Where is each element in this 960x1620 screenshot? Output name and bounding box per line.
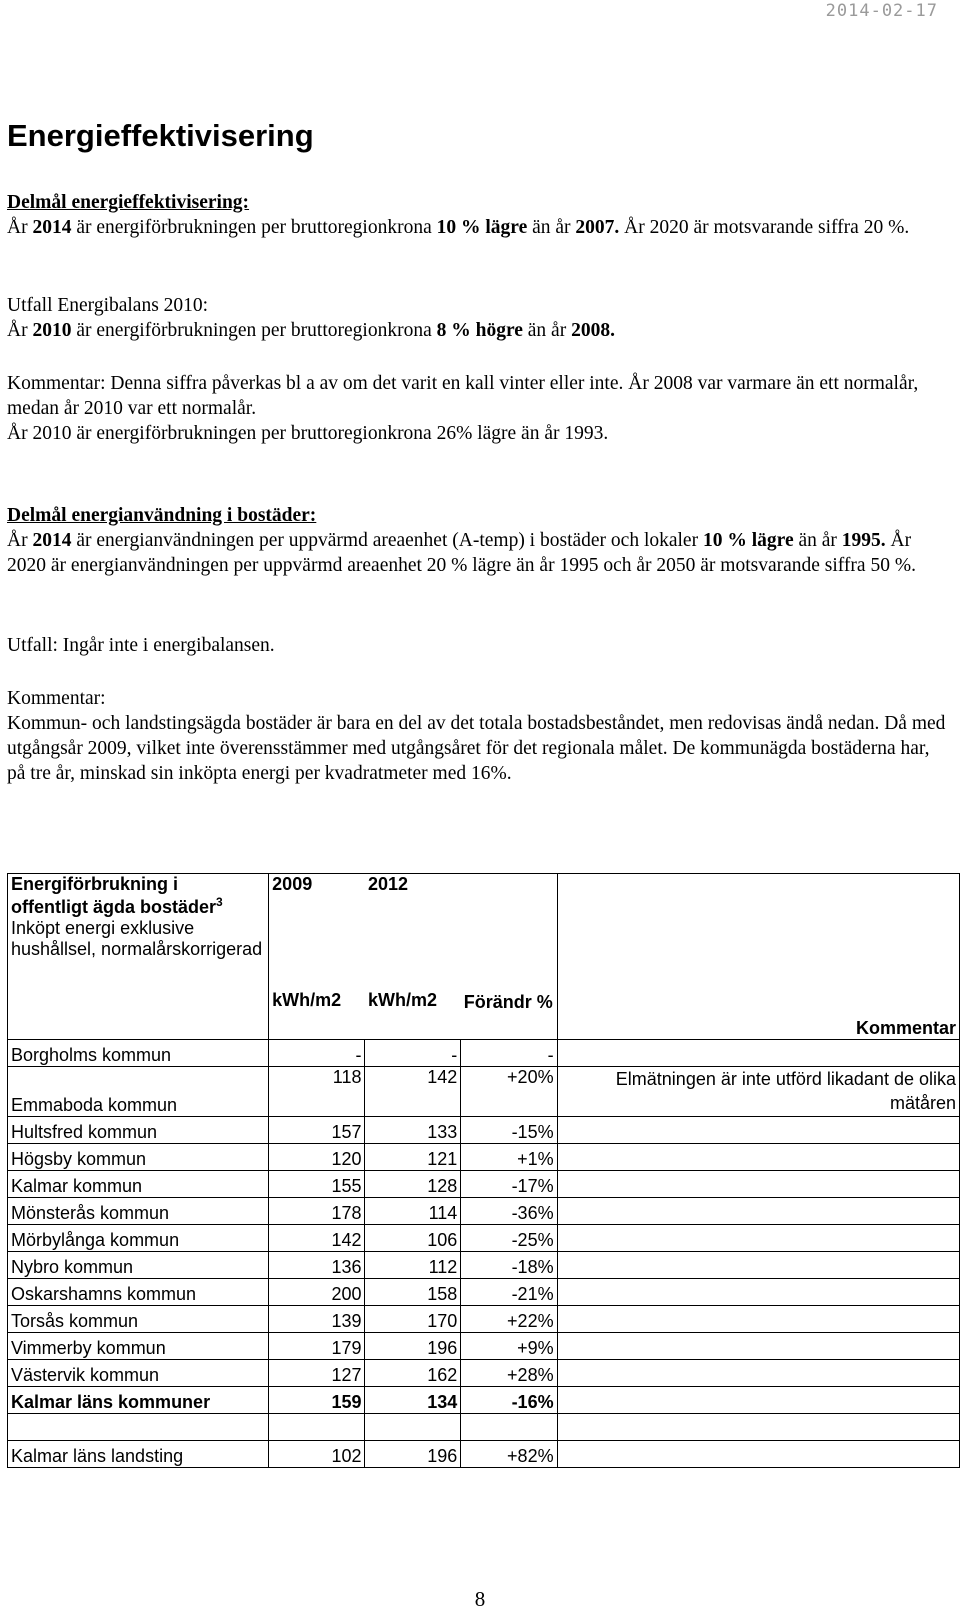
- table-row: [8, 1252, 960, 1279]
- row-2009: 142: [269, 1225, 365, 1252]
- comment-block-1: [7, 371, 952, 446]
- unit-change: Förändr %: [461, 990, 557, 1040]
- row-comment: [557, 1306, 959, 1333]
- row-comment: [557, 1279, 959, 1306]
- row-comment: [557, 1144, 959, 1171]
- table-row-landsting: [8, 1441, 960, 1468]
- table-row: [8, 1333, 960, 1360]
- comment-text-2: År 2010 är energiförbrukningen per bruttoregionkrona 26% lägre än år 1993.: [7, 423, 609, 444]
- page-number: 8: [474, 1587, 486, 1611]
- row-name: Emmaboda kommun: [8, 1067, 269, 1117]
- row-change: -: [461, 1040, 557, 1067]
- row-change: -36%: [461, 1198, 557, 1225]
- row-2012: 114: [365, 1198, 461, 1225]
- row-comment: [557, 1360, 959, 1387]
- row-2012: 170: [365, 1306, 461, 1333]
- row-change: -18%: [461, 1252, 557, 1279]
- row-name: Nybro kommun: [8, 1252, 269, 1279]
- unit-2009: kWh/m2: [269, 990, 365, 1040]
- table-row: [8, 1144, 960, 1171]
- row-2012: 142: [365, 1067, 461, 1117]
- table-row-spacer: [8, 1414, 960, 1441]
- row-name: Borgholms kommun: [8, 1040, 269, 1067]
- row-comment: [557, 1198, 959, 1225]
- row-comment: [557, 1117, 959, 1144]
- row-change: +28%: [461, 1360, 557, 1387]
- row-2009: 139: [269, 1306, 365, 1333]
- row-change: -17%: [461, 1171, 557, 1198]
- row-comment: [557, 1333, 959, 1360]
- row-name: Kalmar läns kommuner: [8, 1387, 269, 1414]
- row-change: -16%: [461, 1387, 557, 1414]
- table-row: [8, 1360, 960, 1387]
- comment-header-top: [557, 874, 959, 990]
- table-description: Inköpt energi exklusive hushållsel, normalårskorrigerad: [11, 918, 263, 959]
- row-comment: [557, 1225, 959, 1252]
- row-2012: 128: [365, 1171, 461, 1198]
- row-2012: 162: [365, 1360, 461, 1387]
- table-header-row: [8, 874, 960, 990]
- row-name: Mönsterås kommun: [8, 1198, 269, 1225]
- row-change: -25%: [461, 1225, 557, 1252]
- outcome-text: År 2010 är energiförbrukningen per bruttoregionkrona 8 % högre än år 2008.: [7, 320, 615, 341]
- row-change: +82%: [461, 1441, 557, 1468]
- outcome-energy-balance: [7, 293, 952, 343]
- page-title: Energieffektivisering: [7, 118, 314, 153]
- row-2012: 134: [365, 1387, 461, 1414]
- table-unit-row: [8, 990, 960, 1040]
- row-2012: 158: [365, 1279, 461, 1306]
- row-comment: [557, 1171, 959, 1198]
- row-change: -21%: [461, 1279, 557, 1306]
- row-change: -15%: [461, 1117, 557, 1144]
- goal-heading: Delmål energieffektivisering:: [7, 192, 250, 213]
- table-row: [8, 1225, 960, 1252]
- goal-energy-efficiency: [7, 190, 952, 240]
- row-change: +9%: [461, 1333, 557, 1360]
- row-change: +1%: [461, 1144, 557, 1171]
- goal-housing-energy: [7, 503, 952, 578]
- table-row: [8, 1306, 960, 1333]
- change-header-top: [461, 874, 557, 990]
- outcome-housing: Utfall: Ingår inte i energibalansen.: [7, 635, 275, 656]
- row-name: Högsby kommun: [8, 1144, 269, 1171]
- unit-2012: kWh/m2: [365, 990, 461, 1040]
- row-2012: 196: [365, 1441, 461, 1468]
- table-row: [8, 1040, 960, 1067]
- goal-text: År 2014 är energiförbrukningen per bruttoregionkrona 10 % lägre än år 2007. År 2020 är motsvarande siffra 20 %.: [7, 217, 910, 238]
- table-row-total: [8, 1387, 960, 1414]
- table-title-cell: Energiförbrukning i offentligt ägda bostäder$^3$ Inköpt energi exklusive hushållsel, normalårskorrigerad: [8, 874, 269, 990]
- row-name: Vimmerby kommun: [8, 1333, 269, 1360]
- row-2009: 159: [269, 1387, 365, 1414]
- table-row: [8, 1279, 960, 1306]
- comment-text: Kommentar: Denna siffra påverkas bl a av om det varit en kall vinter eller inte. År 2008 var varmare än ett normalår, medan år 2010 var ett normalår.: [7, 373, 919, 419]
- table-row: [8, 1117, 960, 1144]
- row-name: Hultsfred kommun: [8, 1117, 269, 1144]
- comment-header: Kommentar: [557, 990, 959, 1040]
- row-2012: 196: [365, 1333, 461, 1360]
- row-change: +20%: [461, 1067, 557, 1117]
- row-2009: 120: [269, 1144, 365, 1171]
- row-2012: 133: [365, 1117, 461, 1144]
- row-2009: 179: [269, 1333, 365, 1360]
- table-row: [8, 1067, 960, 1117]
- row-2009: 157: [269, 1117, 365, 1144]
- row-comment: [557, 1252, 959, 1279]
- row-name: Oskarshamns kommun: [8, 1279, 269, 1306]
- row-2009: 200: [269, 1279, 365, 1306]
- row-change: +22%: [461, 1306, 557, 1333]
- row-2009: 178: [269, 1198, 365, 1225]
- comment-block-2: [7, 686, 952, 786]
- goal-text-2: År 2014 är energianvändningen per uppvärmd areaenhet (A-temp) i bostäder och lokaler 10 % lägre än år 1995. År 2020 är energianvändningen per uppvärmd areaenhet 20 % lägre än år 1995 och år 2050 är motsvarande siffra 50 %.: [7, 530, 916, 576]
- row-2009: 127: [269, 1360, 365, 1387]
- table-row: [8, 1198, 960, 1225]
- row-2012: 106: [365, 1225, 461, 1252]
- row-name: Mörbylånga kommun: [8, 1225, 269, 1252]
- row-name: Kalmar läns landsting: [8, 1441, 269, 1468]
- comment-body: Kommun- och landstingsägda bostäder är bara en del av det totala bostadsbeståndet, men redovisas ändå nedan. Då med utgångsår 2009, vilket inte överensstämmer med utgångsåret för det regionala målet. De kommunägda bostäderna har, på tre år, minskad sin inköpta energi per kvadratmeter med 16%.: [7, 713, 946, 784]
- row-2009: -: [269, 1040, 365, 1067]
- row-2012: -: [365, 1040, 461, 1067]
- row-2012: 121: [365, 1144, 461, 1171]
- row-2009: 136: [269, 1252, 365, 1279]
- row-comment: Elmätningen är inte utförd likadant de olika mätåren: [557, 1067, 959, 1117]
- row-2009: 155: [269, 1171, 365, 1198]
- outcome-title: Utfall Energibalans 2010:: [7, 295, 209, 316]
- year-2012-header: 2012: [365, 874, 461, 990]
- row-2012: 112: [365, 1252, 461, 1279]
- year-2009-header: 2009: [269, 874, 365, 990]
- comment-label: Kommentar:: [7, 688, 106, 709]
- goal-heading-2: Delmål energianvändning i bostäder:: [7, 505, 317, 526]
- document-date: 2014-02-17: [825, 1, 938, 21]
- row-2009: 102: [269, 1441, 365, 1468]
- row-name: Kalmar kommun: [8, 1171, 269, 1198]
- table-row: [8, 1171, 960, 1198]
- energy-table: [7, 873, 960, 1468]
- row-name: Västervik kommun: [8, 1360, 269, 1387]
- row-name: Torsås kommun: [8, 1306, 269, 1333]
- row-comment: [557, 1040, 959, 1067]
- row-2009: 118: [269, 1067, 365, 1117]
